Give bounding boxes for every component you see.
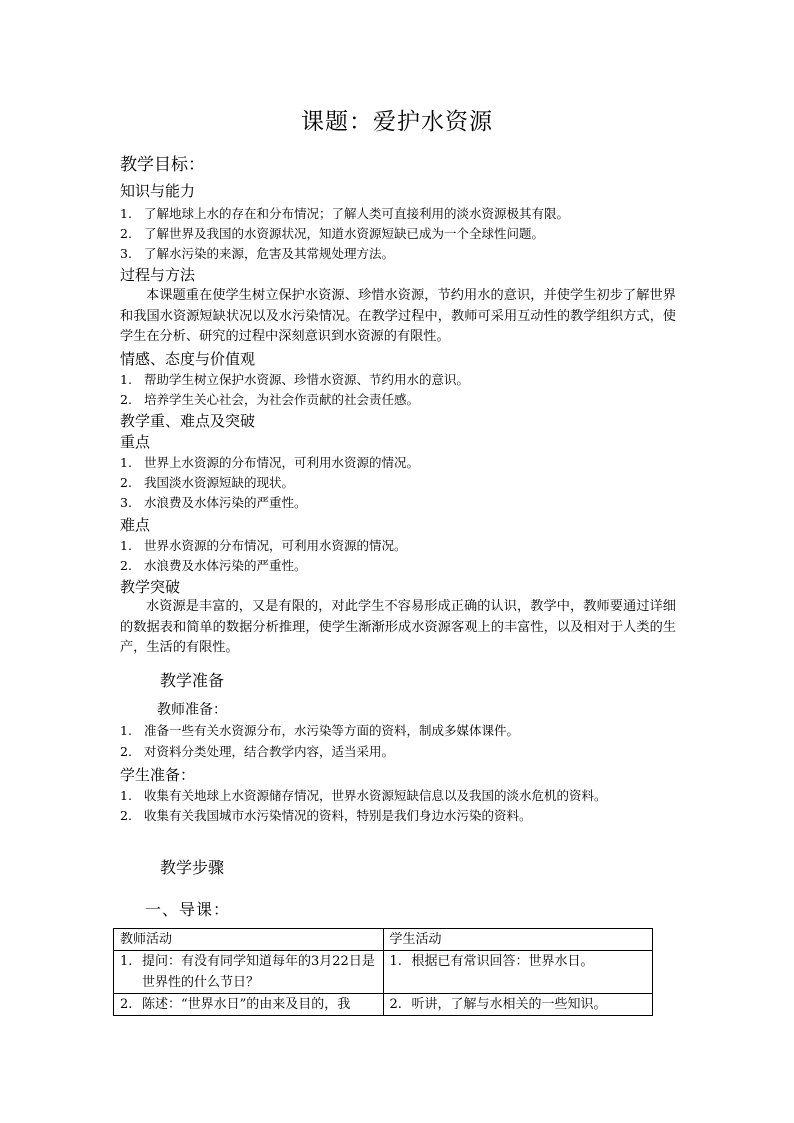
- steps-heading: 教学步骤: [160, 858, 225, 877]
- preparation-heading: 教学准备: [160, 671, 225, 690]
- process-heading: 过程与方法: [120, 266, 196, 284]
- table-row: [114, 951, 653, 994]
- list-item: 1. 准备一些有关水资源分布，水污染等方面的资料，制成多媒体课件。: [120, 723, 520, 738]
- objectives-heading: 教学目标：: [120, 155, 205, 175]
- emotion-heading: 情感、态度与价值观: [120, 350, 256, 368]
- list-item: 3. 了解水污染的来源，危害及其常规处理方法。: [120, 246, 395, 261]
- list-item: 3. 水浪费及水体污染的严重性。: [120, 495, 307, 510]
- activity-table: [113, 928, 653, 1016]
- teacher-prep-heading: 教师准备：: [157, 702, 227, 718]
- list-item: 2. 我国淡水资源短缺的现状。: [120, 475, 295, 490]
- list-item: 2. 收集有关我国城市水污染情况的资料，特别是我们身边水污染的资料。: [120, 808, 532, 823]
- student-cell: 1. 根据已有常识回答：世界水日。: [383, 951, 652, 994]
- list-item: 1. 了解地球上水的存在和分布情况；了解人类可直接利用的淡水资源极其有限。: [120, 206, 570, 221]
- process-paragraph: 本课题重在使学生树立保护水资源、珍惜水资源，节约用水的意识，并使学生初步了解世界和我国水资源短缺状况以及水污染情况。在教学过程中，教师可采用互动性的教学组织方式，使学生在分析、研究的过程中深刻意识到水资源的有限性。: [120, 288, 676, 344]
- teacher-cell: 2. 陈述：“世界水日”的由来及目的，我: [114, 994, 384, 1016]
- difficulty-heading: 难点: [120, 516, 151, 534]
- student-column-header: 学生活动: [383, 929, 652, 951]
- student-prep-heading: 学生准备：: [120, 766, 196, 784]
- teacher-column-header: 教师活动: [114, 929, 384, 951]
- teacher-cell: 1. 提问：有没有同学知道每年的3月22日是世界性的什么节日？: [114, 951, 384, 994]
- keypoints-heading: 教学重、难点及突破: [120, 412, 256, 430]
- table-row: [114, 994, 653, 1016]
- list-item: 2. 水浪费及水体污染的严重性。: [120, 558, 307, 573]
- list-item: 2. 对资料分类处理，结合教学内容，适当采用。: [120, 744, 395, 759]
- list-item: 1. 世界水资源的分布情况，可利用水资源的情况。: [120, 538, 407, 553]
- student-cell: 2. 听讲，了解与水相关的一些知识。: [383, 994, 652, 1016]
- list-item: 1. 收集有关地球上水资源储存情况，世界水资源短缺信息以及我国的淡水危机的资料。: [120, 788, 607, 803]
- table-header-row: [114, 929, 653, 951]
- list-item: 1. 帮助学生树立保护水资源、珍惜水资源、节约用水的意识。: [120, 372, 470, 387]
- breakthrough-paragraph: 水资源是丰富的，又是有限的，对此学生不容易形成正确的认识，教学中，教师要通过详细的数据表和简单的数据分析推理，使学生渐渐形成水资源客观上的丰富性，以及相对于人类的生产，生活的有限性。: [120, 599, 676, 655]
- list-item: 1. 世界上水资源的分布情况，可利用水资源的情况。: [120, 455, 420, 470]
- knowledge-heading: 知识与能力: [120, 182, 196, 200]
- list-item: 2. 培养学生关心社会，为社会作贡献的社会责任感。: [120, 392, 420, 407]
- list-item: 2. 了解世界及我国的水资源状况，知道水资源短缺已成为一个全球性问题。: [120, 226, 545, 241]
- page-title: 课题：爱护水资源: [301, 109, 493, 135]
- intro-heading: 一、导课：: [145, 900, 231, 919]
- focus-heading: 重点: [120, 433, 151, 451]
- breakthrough-heading: 教学突破: [120, 578, 181, 596]
